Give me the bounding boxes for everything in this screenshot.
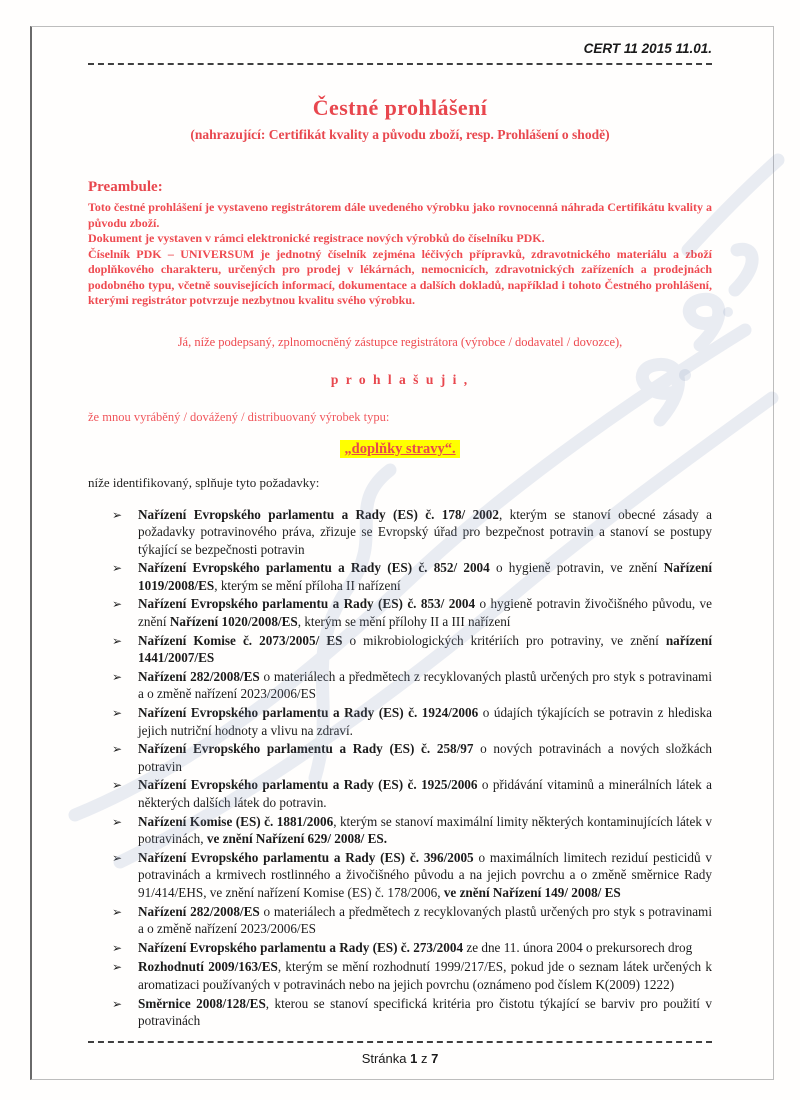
arrow-bullet-icon: ➢ (112, 669, 123, 684)
arrow-bullet-icon: ➢ (112, 904, 123, 919)
preamble-line: Dokument je vystaven v rámci elektronické registrace nových výrobků do číselníku PDK. (88, 231, 545, 245)
requirement-text: Nařízení Komise č. 2073/2005/ ES o mikrobiologických kritériích pro potraviny, ve znění nařízení 1441/2007/ES (138, 632, 712, 666)
requirement-item (112, 849, 712, 902)
preamble-paragraph (88, 200, 712, 309)
requirement-item (112, 903, 712, 938)
requirement-text: Rozhodnutí 2009/163/ES, kterým se mění rozhodnutí 1999/217/ES, pokud jde o seznam látek určených k aromatizaci používaných v potravinách nebo na jejich povrchu (oznámeno pod číslem K(2009) 1222) (138, 959, 713, 992)
page-label-prefix: Stránka (361, 1051, 411, 1066)
doc-title: Čestné prohlášení (312, 95, 488, 120)
requirements-list (88, 506, 712, 1030)
requirement-text: Nařízení Evropského parlamentu a Rady (ES) č. 273/2004 ze dne 11. února 2004 o prekursorech drog (138, 939, 693, 955)
arrow-bullet-icon: ➢ (112, 996, 123, 1011)
requirement-item (112, 506, 712, 559)
product-type-row (88, 440, 712, 458)
preamble-line: Číselník PDK – UNIVERSUM je jednotný číselník zejména léčivých přípravků, zdravotnického materiálu a zboží doplňkového charakteru, určených pro prodej v lékárnách, nemocnicích, zdravotnických zařízeních a prodejnách podobného typu, včetně souvisejících informací, dokumentace a dalších dokladů, například i tohoto Čestného prohlášení, kterými registrátor potvrzuje nezbytnou kvalitu svého výrobku. (88, 246, 712, 307)
preamble-heading: Preambule: (88, 179, 163, 195)
declaration-verb: p r o h l a š u j i , (330, 371, 470, 387)
requirement-item (112, 995, 712, 1030)
header-separator-line (88, 63, 712, 65)
requirement-text: Nařízení Evropského parlamentu a Rady (ES) č. 1924/2006 o údajích týkajících se potravin z hlediska jejich nutriční hodnoty a vlivu na zdraví. (138, 705, 712, 738)
requirement-item (112, 559, 712, 594)
requirement-text: Nařízení Evropského parlamentu a Rady (ES) č. 852/ 2004 o hygieně potravin, ve znění Nařízení 1019/2008/ES, kterým se mění příloha II nařízení (138, 560, 713, 593)
requirement-text: Nařízení Evropského parlamentu a Rady (ES) č. 853/ 2004 o hygieně potravin živočišného původu, ve znění Nařízení 1020/2008/ES, kterým se mění přílohy II a III nařízení (138, 596, 712, 630)
identified-line: níže identifikovaný, splňuje tyto požadavky: (88, 474, 320, 490)
footer-separator-line (88, 1041, 712, 1043)
product-type-line: že mnou vyráběný / dovážený / distribuovaný výrobek typu: (88, 409, 390, 424)
page-separator: z (417, 1051, 432, 1066)
requirement-item (112, 668, 712, 703)
document-header (88, 0, 712, 58)
page-total: 7 (431, 1051, 439, 1066)
arrow-bullet-icon: ➢ (112, 940, 123, 955)
product-type-highlight: „doplňky stravy“. (340, 440, 459, 458)
arrow-bullet-icon: ➢ (112, 597, 123, 612)
arrow-bullet-icon: ➢ (112, 561, 123, 576)
doc-code: CERT 11 2015 11.01. (583, 41, 712, 56)
requirement-text: Nařízení Evropského parlamentu a Rady (ES) č. 396/2005 o maximálních limitech reziduí pesticidů v potravinách a krmivech rostlinného a živočišného původu a na jejich povrchu a o změně směrnice Rady 91/414/EHS, ve znění nařízení Komise (ES) č. 178/2006, ve znění Nařízení 149/ 2008/ ES (138, 849, 712, 900)
preamble-line: Toto čestné prohlášení je vystaveno registrátorem dále uvedeného výrobku jako rovnocenná náhrada Certifikátu kvality a původu zboží. (88, 200, 712, 230)
requirement-item (112, 939, 712, 958)
requirement-text: Směrnice 2008/128/ES, kterou se stanoví specifická kritéria pro čistotu týkající se barviv pro použití v potravinách (138, 995, 712, 1029)
arrow-bullet-icon: ➢ (112, 507, 123, 522)
requirement-text: Nařízení 282/2008/ES o materiálech a předmětech z recyklovaných plastů určených pro styk s potravinami a o změně nařízení 2023/2006/ES (138, 903, 712, 937)
doc-subtitle: (nahrazující: Certifikát kvality a původu zboží, resp. Prohlášení o shodě) (190, 127, 610, 142)
requirement-text: Nařízení Evropského parlamentu a Rady (ES) č. 258/97 o nových potravinách a nových složkách potravin (138, 741, 712, 774)
declaration-intro: Já, níže podepsaný, zplnomocněný zástupce registrátora (výrobce / dodavatel / dovozce), (177, 334, 623, 349)
arrow-bullet-icon: ➢ (112, 850, 123, 865)
requirement-text: Nařízení Evropského parlamentu a Rady (ES) č. 178/ 2002, kterým se stanoví obecné zásady a požadavky potravinového práva, zřizuje se Evropský úřad pro bezpečnost potravin a stanoví se postupy týkající se bezpečnosti potravin (138, 506, 712, 557)
requirement-item (112, 813, 712, 848)
arrow-bullet-icon: ➢ (112, 814, 123, 829)
requirement-item (112, 704, 712, 739)
requirement-item (112, 632, 712, 667)
requirement-item (112, 595, 712, 630)
arrow-bullet-icon: ➢ (112, 742, 123, 757)
page-number: 1 (410, 1051, 418, 1066)
arrow-bullet-icon: ➢ (112, 778, 123, 793)
page-number-line (88, 1051, 712, 1066)
arrow-bullet-icon: ➢ (112, 960, 123, 975)
requirement-item (112, 958, 712, 993)
requirement-text: Nařízení 282/2008/ES o materiálech a předmětech z recyklovaných plastů určených pro styk s potravinami a o změně nařízení 2023/2006/ES (138, 668, 712, 702)
arrow-bullet-icon: ➢ (112, 633, 123, 648)
requirement-text: Nařízení Evropského parlamentu a Rady (ES) č. 1925/2006 o přidávání vitaminů a minerálních látek a některých dalších látek do potravin. (138, 777, 712, 810)
arrow-bullet-icon: ➢ (112, 706, 123, 721)
requirement-item (112, 740, 712, 775)
requirement-text: Nařízení Komise (ES) č. 1881/2006, kterým se stanoví maximální limity některých kontaminujících látek v potravinách, ve znění Nařízení 629/ 2008/ ES. (138, 813, 712, 847)
page-footer (88, 1041, 712, 1066)
requirement-item (112, 776, 712, 811)
